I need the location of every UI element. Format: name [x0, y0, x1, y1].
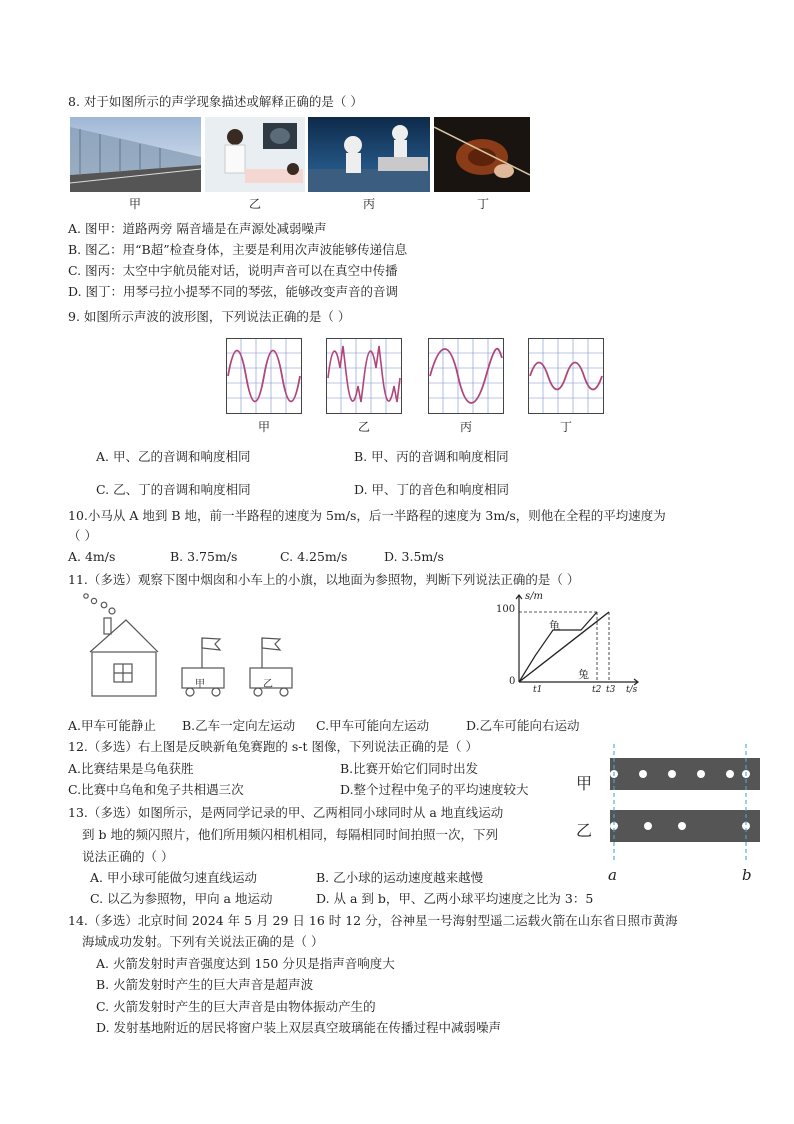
- q8-caption-yi: 乙: [248, 197, 261, 211]
- q9-option-a: A. 甲、乙的音调和响度相同: [96, 449, 251, 464]
- waveform-jia: [226, 338, 302, 414]
- q12-option-c: C.比赛中乌龟和兔子共相遇三次: [68, 782, 244, 797]
- q9-stem: 9. 如图所示声波的波形图，下列说法正确的是（ ）: [68, 309, 351, 324]
- q13-option-a: A. 甲小球可能做匀速直线运动: [90, 870, 257, 885]
- q10-option-d: D. 3.5m/s: [384, 549, 444, 564]
- photo-noise-barrier: [70, 117, 201, 192]
- graph-t2: t2: [592, 685, 602, 695]
- photo-b-ultrasound: [205, 117, 305, 192]
- q12-stem: 12.（多选）右上图是反映新龟兔赛跑的 s-t 图像，下列说法正确的是（ ）: [68, 739, 478, 754]
- waveform-bing: [428, 338, 504, 414]
- q13-option-b: B. 乙小球的运动速度越来越慢: [316, 870, 484, 885]
- graph-rabbit-label: 兔: [578, 668, 589, 681]
- q9-option-c: C. 乙、丁的音调和响度相同: [96, 482, 251, 497]
- q8-option-d: D. 图丁：用琴弓拉小提琴不同的琴弦，能够改变声音的音调: [68, 284, 399, 299]
- q9-option-d: D. 甲、丁的音色和响度相同: [354, 482, 510, 497]
- q11-option-a: A.甲车可能静止: [68, 718, 157, 733]
- cart-label-jia: 甲: [195, 679, 205, 690]
- q14-stem-line2: 海域成功发射。下列有关说法正确的是（ ）: [82, 934, 324, 949]
- q12-option-a: A.比赛结果是乌龟获胜: [68, 761, 194, 776]
- strip-label-yi: 乙: [576, 821, 593, 840]
- q13-option-c: C. 以乙为参照物，甲向 a 地运动: [90, 891, 273, 906]
- q12-option-d: D.整个过程中兔子的平均速度较大: [340, 782, 529, 797]
- photo-violin: [434, 117, 530, 192]
- cart-label-yi: 乙: [263, 679, 273, 690]
- q14-option-a: A. 火箭发射时声音强度达到 150 分贝是指声音响度大: [96, 956, 395, 971]
- q9-caption-ding: 丁: [559, 420, 572, 434]
- graph-t3: t3: [606, 685, 616, 695]
- q8-caption-jia: 甲: [128, 197, 141, 211]
- graph-y-tick-100: 100: [496, 604, 516, 615]
- q8-option-b: B. 图乙：用“B超”检查身体，主要是利用次声波能够传递信息: [68, 242, 408, 257]
- q9-caption-bing: 丙: [459, 420, 472, 434]
- q9-caption-jia: 甲: [257, 420, 270, 434]
- strobe-photo-figure: [570, 740, 760, 890]
- q14-option-d: D. 发射基地附近的居民将窗户装上双层真空玻璃能在传播过程中减弱噪声: [96, 1020, 502, 1035]
- point-b-label: b: [742, 866, 752, 884]
- graph-y-label: s/m: [525, 591, 543, 602]
- q11-option-c: C.甲车可能向左运动: [316, 718, 430, 733]
- q8-caption-bing: 丙: [362, 197, 375, 211]
- graph-origin: 0: [509, 676, 516, 687]
- q10-stem-bracket: （ ）: [68, 528, 97, 543]
- waveform-yi: [326, 338, 402, 414]
- point-a-label: a: [608, 866, 617, 884]
- q14-stem-line1: 14.（多选）北京时间 2024 年 5 月 29 日 16 时 12 分，谷神星一号海射型遥二运载火箭在山东省日照市黄海: [68, 913, 678, 928]
- graph-x-label: t/s: [626, 685, 638, 695]
- q14-option-c: C. 火箭发射时产生的巨大声音是由物体振动产生的: [96, 999, 376, 1014]
- q11-option-b: B.乙车一定向左运动: [182, 718, 296, 733]
- strip-label-jia: 甲: [576, 774, 593, 793]
- q8-caption-ding: 丁: [476, 197, 489, 211]
- q13-stem-line2: 到 b 地的频闪照片，他们所用频闪相机相同，每隔相同时间拍照一次，下列: [82, 827, 498, 842]
- q9-caption-yi: 乙: [357, 420, 370, 434]
- q12-option-b: B.比赛开始它们同时出发: [340, 761, 479, 776]
- tortoise-line: [519, 612, 609, 682]
- q14-option-b: B. 火箭发射时产生的巨大声音是超声波: [96, 977, 314, 992]
- q9-option-b: B. 甲、丙的音调和响度相同: [354, 449, 509, 464]
- q10-option-b: B. 3.75m/s: [170, 549, 238, 564]
- q13-stem-line3: 说法正确的（ ）: [82, 849, 174, 864]
- waveform-ding: [528, 338, 604, 414]
- graph-tortoise-label: 龟: [549, 619, 560, 632]
- q8-stem: 8. 对于如图所示的声学现象描述或解释正确的是（ ）: [68, 94, 363, 109]
- q11-option-d: D.乙车可能向右运动: [466, 718, 580, 733]
- q10-option-a: A. 4m/s: [68, 549, 116, 564]
- q10-stem: 10.小马从 A 地到 B 地，前一半路程的速度为 5m/s，后一半路程的速度为 3m/s，则他在全程的平均速度为: [68, 508, 666, 523]
- q13-option-d: D. 从 a 到 b，甲、乙两小球平均速度之比为 3：5: [316, 891, 594, 906]
- q13-stem-line1: 13.（多选）如图所示，是两同学记录的甲、乙两相同小球同时从 a 地直线运动: [68, 805, 504, 820]
- q8-option-a: A. 图甲：道路两旁 隔音墙是在声源处减弱噪声: [68, 221, 327, 236]
- q11-stem: 11.（多选）观察下图中烟囱和小车上的小旗，以地面为参照物，判断下列说法正确的是（ ）: [68, 572, 580, 587]
- photo-astronauts: [308, 117, 430, 192]
- tortoise-rabbit-st-graph: [505, 590, 645, 700]
- q10-option-c: C. 4.25m/s: [280, 549, 348, 564]
- graph-t1: t1: [533, 685, 543, 695]
- q8-option-c: C. 图丙：太空中宇航员能对话，说明声音可以在真空中传播: [68, 263, 398, 278]
